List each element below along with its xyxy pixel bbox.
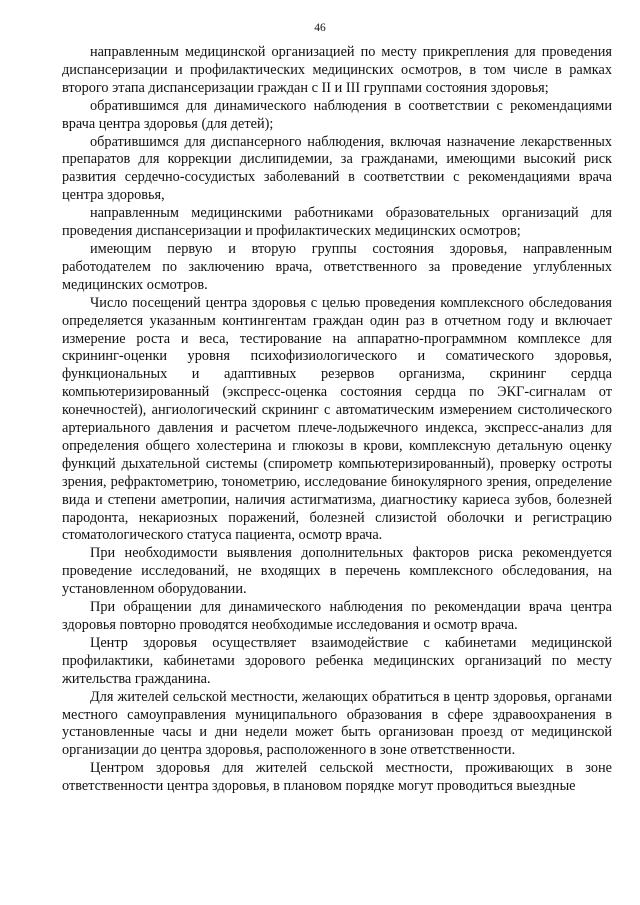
paragraph: Для жителей сельской местности, желающих обратиться в центр здоровья, органами местного самоуправления муниципального образования в сфере здравоохранения в установленные часы и дни недели может быть организован проезд от медицинской организации до центра здоровья, расположенного в зоне ответственности. [62,688,612,759]
paragraph: Центр здоровья осуществляет взаимодействие с кабинетами медицинской профилактики, кабинетами здорового ребенка медицинских организаций по месту жительства гражданина. [62,634,612,687]
paragraph: направленным медицинской организацией по месту прикрепления для проведения диспансеризации и профилактических медицинских осмотров, в том числе в рамках второго этапа диспансеризации граждан с II и III группами состояния здоровья; [62,44,612,96]
page-number: 46 [314,22,326,34]
paragraph: имеющим первую и вторую группы состояния здоровья, направленным работодателем по заключению врача, ответственного за проведение углубленных медицинских осмотров. [62,240,612,293]
document-body [62,44,612,796]
paragraph: Центром здоровья для жителей сельской местности, проживающих в зоне ответственности центра здоровья, в плановом порядке могут проводиться выездные [62,760,612,795]
paragraph: При необходимости выявления дополнительных факторов риска рекомендуется проведение исследований, не входящих в перечень комплексного обследования, на установленном оборудовании. [62,545,612,598]
paragraph: направленным медицинскими работниками образовательных организаций для проведения диспансеризации и профилактических медицинских осмотров; [62,205,612,240]
paragraph: При обращении для динамического наблюдения по рекомендации врача центра здоровья повторно проводятся необходимые исследования и осмотр врача. [62,599,612,633]
paragraph: обратившимся для динамического наблюдения в соответствии с рекомендациями врача центра здоровья (для детей); [62,97,612,132]
paragraph: обратившимся для диспансерного наблюдения, включая назначение лекарственных препаратов для коррекции дислипидемии, за гражданами, имеющими высокий риск развития сердечно-сосудистых заболеваний в соответствии с рекомендациями врача центра здоровья, [62,133,612,204]
paragraph: Число посещений центра здоровья с целью проведения комплексного обследования определяется указанным контингентам граждан один раз в отчетном году и включает измерение роста и веса, тестирование на аппаратно-программном комплексе для скрининг-оценки уровня психофизиологического и соматического здоровья, функциональных и адаптивных резервов организма, скрининг сердца компьютеризированный (экспресс-оценка состояния сердца по ЭКГ-сигналам от конечностей), ангиологический скрининг с автоматическим измерением систолического артериального давления и расчетом плече-лодыжечного индекса, экспресс-анализ для определения общего холестерина и глюкозы в крови, комплексную детальную оценку функций дыхательной системы (спирометр компьютеризированный), проверку остроты зрения, рефрактометрию, тонометрию, исследование бинокулярного зрения, определение вида и степени аметропии, наличия астигматизма, диагностику кариеса зубов, болезней пародонта, некариозных поражений, болезней слизистой оболочки и регистрацию стоматологического статуса пациента, осмотр врача. [62,294,612,544]
